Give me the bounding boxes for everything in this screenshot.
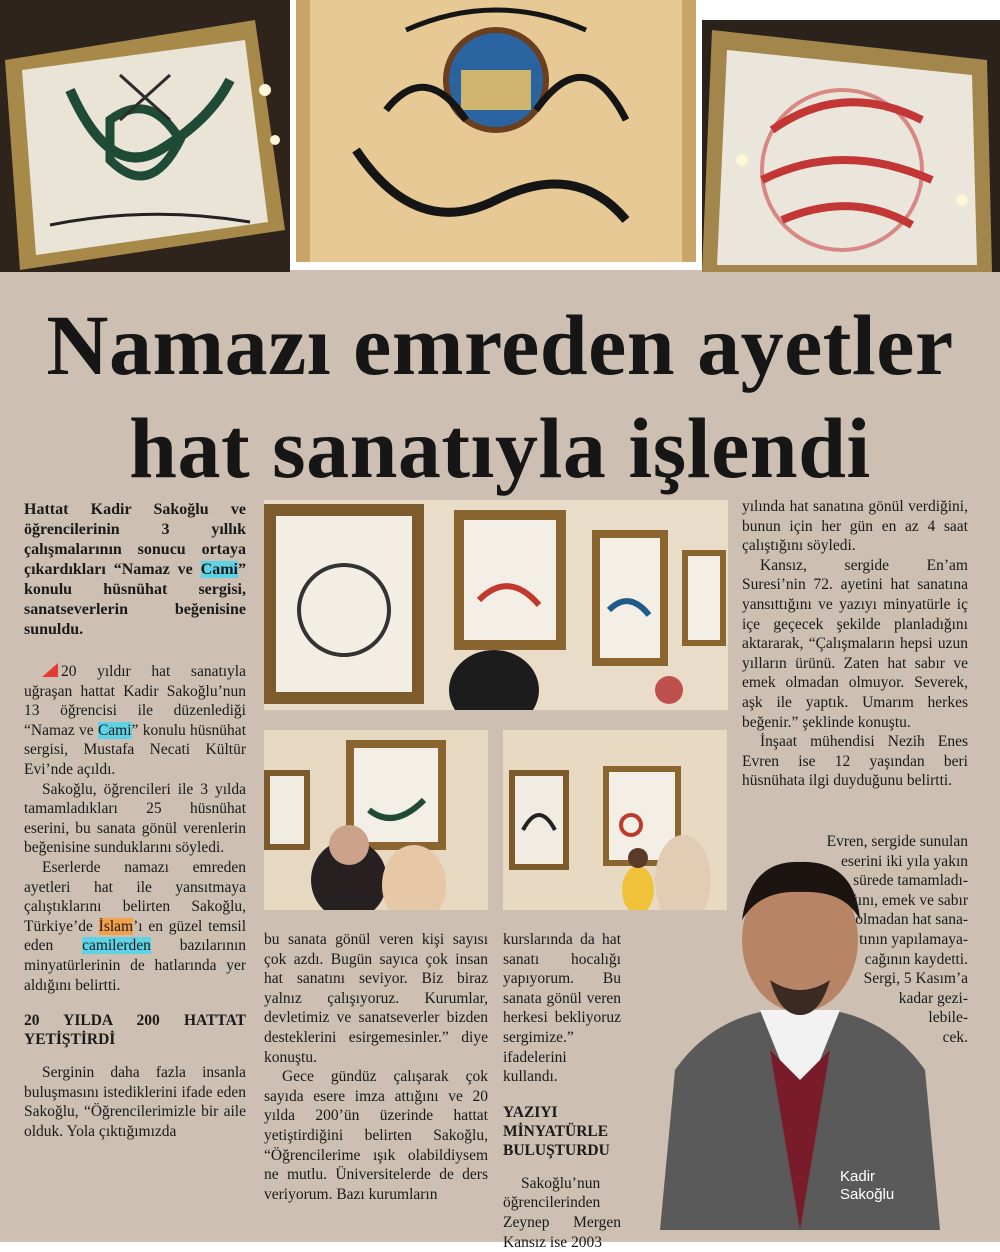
p3-highlight-camilerden: camilerden [82, 937, 151, 955]
body-paragraph-3 [24, 858, 246, 995]
p3-text-b: ’ı en güzel temsil eden [24, 917, 246, 955]
wrap-line: Sergi, 5 Kasım’a [863, 970, 968, 988]
article-column-4 [742, 497, 968, 791]
article-column-4-wrap [742, 832, 968, 1048]
wrap-line: olmadan hat sana- [855, 911, 968, 929]
body-paragraph-4: Serginin daha fazla insanla buluşmasını istediklerini ifade eden Sakoğlu, “Öğrencilerimizle bir aile olduk. Yola çıktığımızda [24, 1064, 246, 1140]
top-photo-right [702, 20, 1000, 272]
article-column-2 [264, 930, 488, 1204]
p3-text-c: bazılarının minyatürlerinin de hatlarında yer aldığını belirtti. [24, 937, 246, 994]
lead-paragraph [24, 500, 246, 640]
wrap-line: cağının kaydetti. [864, 950, 968, 968]
col2-paragraph-2: Gece gündüz çalışarak çok sayıda esere imza attığını ve 20 yılda 200’ün üzerinde hattat yetiştirdiğini belirten Sakoğlu, “Öğrencilerime ışık olabildiysem ne mutlu. Üniversitelerde de ders veriyorum. Bazı kurumların [264, 1068, 488, 1203]
headline-line-2: hat sanatıyla işlendi [129, 400, 871, 496]
exhibition-wall-image [264, 500, 728, 710]
headline-line-1: Namazı emreden ayetler [46, 297, 954, 393]
body-paragraph-2: Sakoğlu, öğrencileri ile 3 yılda tamamladıkları 25 hüsnühat eserini, bu sanata gönül verenlerin beğenisine sunduklarını söyledi. [24, 780, 246, 857]
wrap-line: Evren, sergide sunulan [826, 833, 968, 850]
article-column-3 [503, 930, 621, 1252]
subheading-1: 20 YILDA 200 HATTAT YETİŞTİRDİ [24, 1012, 246, 1049]
calligraphy-frame-image [0, 0, 290, 272]
red-triangle-marker [42, 663, 58, 677]
wrap-line: lebile- [928, 1009, 968, 1027]
top-photo-center [296, 0, 696, 262]
article-column-1 [24, 500, 246, 1141]
col3-paragraph-1: kurslarında da hat sanatı hocalığı yapıyorum. Bu sanata gönül veren herkesi bekliyoruz sergimize.” ifadelerini kullandı. [503, 931, 621, 1086]
p1-highlight: Cami [97, 721, 132, 739]
p3-highlight-islam: İslam [98, 917, 134, 935]
calligraphy-mosque-image [296, 0, 696, 262]
col2-paragraph-1: bu sanata gönül veren kişi sayısı çok azdı. Bugün sayıca çok insan hat sanatını seviyor. Biz biraz yalnız çalışıyoruz. Kurumlar, devletimiz ve sanatseverler bizden desteklerini esirgemesinler.” diye konuştu. [264, 931, 488, 1066]
subheading-2: YAZIYI MİNYATÜRLE BULUŞTURDU [503, 1103, 610, 1159]
col4-paragraph-1: yılında hat sanatına gönül verdiğini, bunun için her gün en az 4 saat çalıştığını söyledi. [742, 498, 968, 555]
p1-text-a: 20 yıldır hat sanatıyla uğraşan hattat Kadir Sakoğlu’nun 13 öğrencisi ile düzenlediği “Namaz ve [24, 663, 246, 739]
lead-text-b: ” konulu hüsnühat sergisi, sanatseverlerin beğenisine sunuldu. [24, 561, 246, 638]
visitors-image [264, 730, 488, 910]
caption-line-1: Kadir [840, 1168, 876, 1185]
wrap-line: tının yapılamaya- [859, 930, 968, 948]
wrap-line: cek. [942, 1028, 968, 1046]
top-photo-left [0, 0, 290, 272]
body-paragraph-1 [24, 662, 246, 780]
portrait-caption [840, 1168, 894, 1204]
col3-paragraph-2: Sakoğlu’nun öğrencilerinden Zeynep Mergen Kansız ise 2003 [503, 1174, 621, 1251]
gallery-photo-top [264, 500, 728, 710]
wrap-line: eserini iki yıla yakın [841, 852, 968, 870]
wrap-line: kadar gezi- [898, 989, 968, 1007]
col4-paragraph-2: Kansız, sergide En’am Suresi’nin 72. ayetini hat sanatına yansıttığını ve yazıyı minyatürle iç içe geçecek şekilde planladığını aktararak, “Çalışmaların hepsi uzun yılların ürünü. Zaten hat sabır ve emek olmadan olmuyor. Severek, aşk ile yaptık. Umarım herkes beğenir.” şeklinde konuştu. [742, 556, 968, 731]
lead-highlight: Cami [200, 561, 238, 578]
wrap-line: ğını, emek ve sabır [850, 891, 968, 909]
caption-line-2: Sakoğlu [840, 1186, 895, 1203]
lead-text-a: Hattat Kadir Sakoğlu ve öğrencilerinin 3 yıllık çalışmalarının sonucu ortaya çıkardıkları “Namaz ve [24, 501, 246, 578]
p3-text-a: Eserlerde namazı emreden ayetleri hat ile yansıtmaya çalıştıklarını belirten Sakoğlu, Türkiye’de [24, 858, 246, 935]
wrap-line: sürede tamamladı- [853, 872, 968, 890]
p1-text-b: ” konulu hüsnühat sergisi, Mustafa Necati Kültür Evi’nde açıldı. [24, 721, 246, 778]
red-calligraphy-image [702, 20, 1000, 272]
gallery-photo-bottom-left [264, 730, 488, 910]
col4-paragraph-3: İnşaat mühendisi Nezih Enes Evren ise 12 yaşından beri hüsnühata ilgi duyduğunu belirtti. [742, 733, 968, 790]
